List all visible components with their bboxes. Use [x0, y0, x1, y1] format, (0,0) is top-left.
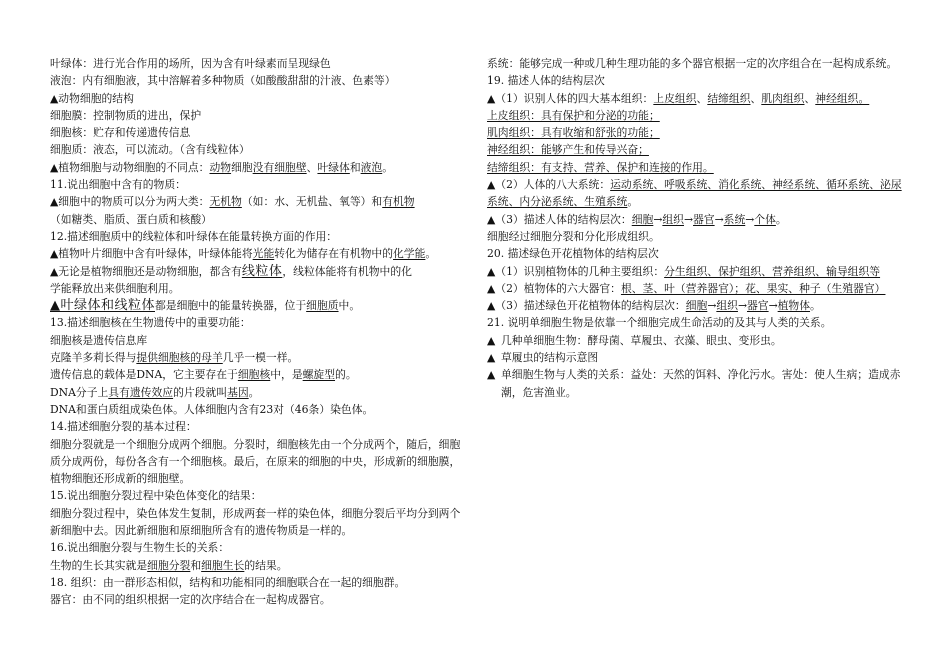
text-run: 。 — [775, 212, 787, 226]
animal-cell-heading: ▲动物细胞的结构 — [50, 91, 134, 105]
underlined-text: 有机物 — [382, 195, 415, 209]
underlined-text: 细胞核 — [237, 368, 271, 382]
dolly-line — [50, 349, 468, 366]
underlined-text: 基因 — [227, 385, 249, 399]
text-run: 。 — [248, 385, 260, 399]
underlined-text: 上皮组织 — [653, 91, 697, 105]
underlined-text: 分生组织、保护组织、营养组织、输导组织等 — [664, 264, 881, 278]
bullet-icon: ▲ — [487, 351, 496, 365]
bullet-icon: ▲ — [487, 368, 496, 382]
text-run: 和 — [190, 558, 202, 572]
text-run: 转化为储存在有机物中的 — [274, 247, 394, 261]
text-run: 生物的生长其实就是 — [50, 558, 148, 572]
connective-line: 结缔组织：有支持、营养、保护和连接的作用。 — [487, 160, 714, 174]
organ-definition-line: 器官：由不同的组织根据一定的次序结合在一起构成器官。 — [50, 593, 331, 607]
text-run: 中。 — [338, 299, 361, 313]
underlined-text: 组织 — [662, 212, 684, 226]
underlined-text: 细胞质 — [306, 299, 339, 313]
text-run: 细胞 — [231, 160, 253, 174]
text-run: ▲无论是植物细胞还是动物细胞，都含有 — [50, 264, 242, 278]
tissue-definition-line: 18. 组织：由一群形态相似，结构和功能相同的细胞联合在一起的细胞群。 — [50, 575, 406, 589]
organic-examples-line: （如糖类、脂质、蛋白质和核酸） — [50, 212, 212, 226]
list-item-text: 几种单细胞生物：酵母菌、草履虫、衣藻、眼虫、变形虫。 — [501, 333, 782, 347]
nucleus-line: 细胞核：贮存和传递遗传信息 — [50, 126, 191, 140]
text-run: 的。 — [335, 368, 357, 382]
four-tissues-line — [487, 90, 907, 107]
arrow-text: → — [768, 299, 778, 313]
nucleus-library-line: 细胞核是遗传信息库 — [50, 333, 148, 347]
underlined-text: 没有细胞壁 — [252, 160, 307, 174]
cell-membrane-line: 细胞膜：控制物质的进出，保护 — [50, 108, 202, 122]
underlined-text: 结缔组织 — [707, 91, 751, 105]
underlined-text: 液泡 — [360, 160, 383, 174]
list-item-text: 草履虫的结构示意图 — [501, 351, 599, 365]
plant-tissues-paragraph — [487, 263, 907, 280]
substances-line — [50, 193, 468, 210]
text-run: DNA分子上 — [50, 385, 109, 399]
underlined-text: 器官 — [693, 212, 715, 226]
chromosome-line: DNA和蛋白质组成染色体。人体细胞内含有23对（46条）染色体。 — [50, 402, 374, 416]
underlined-text: 光能 — [252, 247, 275, 261]
right-column — [487, 55, 907, 401]
underlined-text: 系统 — [723, 212, 746, 226]
eight-systems-paragraph — [487, 176, 907, 211]
differentiation-line: 细胞经过细胞分裂和分化形成组织。 — [487, 229, 660, 243]
underlined-text: 肌肉组织 — [761, 91, 805, 105]
text-run: ▲（3）描述人体的结构层次： — [487, 212, 632, 226]
text-run: 、 — [696, 91, 708, 105]
text-run: 。 — [810, 299, 821, 313]
text-run: ▲植物细胞与动物细胞的不同点： — [50, 160, 210, 174]
section-16-heading: 16.说出细胞分裂与生物生长的关系： — [50, 541, 230, 555]
arrow-text: → — [653, 212, 663, 226]
list-item-text: 单细胞生物与人类的关系：益处：天然的饵料、净化污水。害处：使人生病；造成赤潮，危害渔业。 — [501, 368, 901, 399]
underlined-text: 细胞生长 — [201, 558, 245, 572]
section-11-heading: 11.说出细胞中含有的物质： — [50, 178, 186, 192]
text-run: 。 — [382, 160, 394, 174]
system-definition: 系统：能够完成一种或几种生理功能的多个器官根据一定的次序组合在一起构成系统。 — [487, 57, 898, 70]
underlined-text: 根、茎、叶（营养器官）；花、果实、种子（生殖器官） — [620, 281, 886, 295]
plant-levels-line — [487, 297, 907, 314]
text-run: ，线粒体能将有机物中的化 — [282, 264, 412, 278]
text-run: 几乎一模一样。 — [222, 351, 299, 365]
growth-line — [50, 557, 468, 574]
mitochondria-line-cont: 学能释放出来供细胞利用。 — [50, 281, 180, 295]
vacuole-line: 液泡：内有细胞液，其中溶解着多种物质（如酸酸甜甜的汁液、色素等） — [50, 74, 396, 88]
underlined-text: 细胞分裂 — [147, 558, 191, 572]
section-15-heading: 15.说出细胞分裂过程中染色体变化的结果： — [50, 489, 262, 503]
unicellular-list-item — [487, 332, 907, 349]
dna-carrier-line — [50, 366, 468, 383]
text-run: ▲（2）植物体的六大器官： — [487, 281, 621, 295]
underlined-text: 器官 — [747, 299, 769, 313]
text-run: 。 — [627, 195, 639, 209]
text-run: 克隆羊多莉长得与 — [50, 351, 137, 365]
text-run: 、 — [750, 91, 762, 105]
text-run: ▲（1）识别植物体的几种主要组织： — [487, 264, 665, 278]
text-run: ▲植物叶片细胞中含有叶绿体，叶绿体能将 — [50, 247, 253, 261]
text-run: （如：水、无机盐、氧等）和 — [241, 195, 383, 209]
underlined-text: 无机物 — [209, 195, 242, 209]
underlined-text: 线粒体 — [241, 263, 283, 279]
arrow-text: → — [737, 299, 747, 313]
text-run: 。 — [425, 247, 437, 261]
energy-converter-line — [50, 297, 468, 314]
arrow-text: → — [745, 212, 755, 226]
text-run: 、 — [306, 160, 318, 174]
underlined-text: ▲叶绿体和线粒体 — [50, 298, 155, 314]
bullet-icon: ▲ — [487, 333, 496, 347]
mitochondria-line — [50, 263, 468, 280]
underlined-text: 叶绿体 — [317, 160, 350, 174]
left-column — [50, 55, 468, 609]
difference-line — [50, 159, 468, 176]
text-run: 中，是 — [270, 368, 303, 382]
arrow-text: → — [714, 212, 724, 226]
underlined-text: 细胞 — [685, 299, 708, 313]
chromosome-change-paragraph: 细胞分裂过程中，染色体发生复制，形成两套一样的染色体，细胞分裂后平均分到两个新细胞中去。因此新细胞和原细胞所含有的遗传物质是一样的。 — [50, 506, 461, 538]
paramecium-list-item — [487, 349, 907, 366]
cytoplasm-line: 细胞质：液态，可以流动。（含有线粒体） — [50, 143, 250, 157]
nerve-line: 神经组织：能够产生和传导兴奋； — [487, 143, 649, 157]
chloroplast-line: 叶绿体：进行光合作用的场所，因为含有叶绿素而呈现绿色 — [50, 57, 331, 70]
underlined-text: 细胞 — [631, 212, 654, 226]
section-12-heading: 12.描述细胞质中的线粒体和叶绿体在能量转换方面的作用： — [50, 229, 338, 243]
muscle-line: 肌肉组织：具有收缩和舒张的功能； — [487, 126, 660, 140]
underlined-text: 组织 — [716, 299, 738, 313]
underlined-text: 螺旋型 — [302, 368, 336, 382]
underlined-text: 化学能 — [393, 247, 426, 261]
section-21-heading: 21. 说明单细胞生物是依靠一个细胞完成生命活动的及其与人类的关系。 — [487, 316, 832, 330]
plant-organs-paragraph — [487, 280, 907, 297]
text-run: ▲（2）人体的八大系统： — [487, 178, 611, 192]
text-run: 遗传信息的载体是DNA，它主要存在于 — [50, 368, 238, 382]
text-run: 和 — [349, 160, 361, 174]
human-levels-line — [487, 211, 907, 228]
underlined-text: 个体 — [754, 212, 776, 226]
text-run: ▲（3）描述绿色开花植物体的结构层次： — [487, 299, 686, 313]
section-20-heading: 20. 描述绿色开花植物体的结构层次 — [487, 247, 659, 261]
text-run: 、 — [804, 91, 816, 105]
cell-division-paragraph: 细胞分裂就是一个细胞分成两个细胞。分裂时，细胞核先由一个分成两个，随后，细胞质分成两份，每份各含有一个细胞核。最后，在原来的细胞的中央，形成新的细胞膜，植物细胞还形成新的细胞壁。 — [50, 437, 461, 486]
section-19-heading: 19. 描述人体的结构层次 — [487, 74, 605, 88]
underlined-text: 神经组织。 — [815, 91, 870, 105]
underlined-text: 动物 — [209, 160, 232, 174]
text-run: ▲（1）识别人体的四大基本组织： — [487, 91, 654, 105]
arrow-text: → — [683, 212, 694, 226]
section-14-heading: 14.描述细胞分裂的基本过程： — [50, 420, 197, 434]
text-run: 的结果。 — [244, 558, 288, 572]
text-run: 的片段就叫 — [173, 385, 228, 399]
underlined-text: 运动系统、呼吸系统、消化系统、神经系统、循环系统、泌尿系统、内分泌系统、生殖系统 — [487, 178, 902, 209]
underlined-text: 植物体 — [777, 299, 811, 313]
section-13-heading: 13.描述细胞核在生物遗传中的重要功能： — [50, 316, 251, 330]
underlined-text: 具有遗传效应 — [108, 385, 174, 399]
chloroplast-energy-line — [50, 245, 468, 262]
arrow-text: → — [707, 299, 717, 313]
underlined-text: 提供细胞核的母羊 — [136, 351, 223, 365]
relationship-list-item — [487, 366, 907, 401]
text-run: 都是细胞中的能量转换器，位于 — [155, 299, 307, 313]
text-run: ▲细胞中的物质可以分为两大类： — [50, 195, 210, 209]
gene-line — [50, 384, 468, 401]
epithelial-line: 上皮组织：具有保护和分泌的功能； — [487, 108, 660, 122]
